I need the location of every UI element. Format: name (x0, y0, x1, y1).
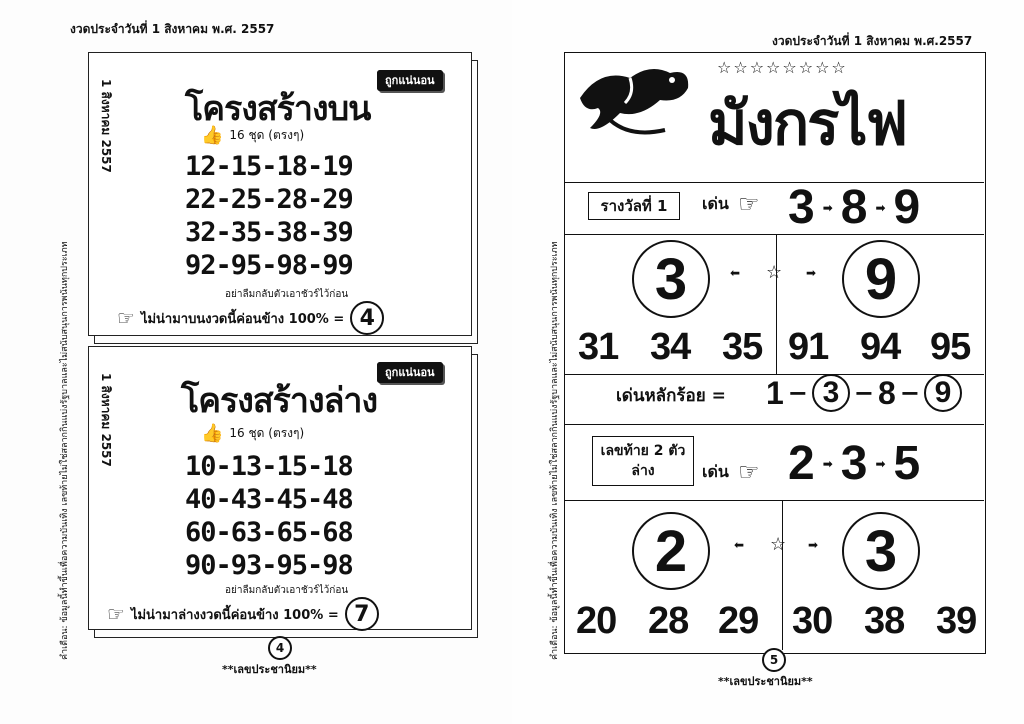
divider (564, 424, 984, 425)
section-title: โครงสร้างบน (185, 89, 371, 129)
right-side-disclaimer: คำเตือน: ข้อมูลนี้ทำขึ้นเพื่อความบันเทิง เลขท้ายไม่ใช่สลากกินแบ่งรัฐบาลและไม่สนับสนุนการพนันทุกประเภท (550, 241, 560, 660)
pointing-hand-icon: ☞ (738, 190, 760, 218)
hundreds-label: เด่นหลักร้อย = (616, 386, 726, 406)
pair-number: 39 (936, 600, 977, 642)
divider (564, 182, 984, 183)
big-digit-circle: 2 (632, 512, 710, 590)
digit-circle: 4 (350, 301, 384, 335)
number-row: 90-93-95-98 (185, 550, 353, 581)
star-rating: ☆☆☆☆☆☆☆☆ (717, 58, 848, 77)
footer-text: **เลขประชานิยม** (222, 663, 317, 676)
sets-count: 16 ชุด (ตรงๆ) (229, 128, 305, 142)
arrow-right-icon: ➡ (808, 538, 819, 552)
big-digit-circle: 3 (632, 240, 710, 318)
side-date: 1 สิงหาคม 2557 (99, 79, 113, 173)
digit-circle: 7 (345, 597, 379, 631)
reminder-text: อย่าลืมกลับตัวเอาชัวร์ไว้ก่อน (225, 289, 349, 300)
divider (782, 500, 783, 650)
pair-number: 38 (864, 600, 905, 642)
thumbs-up-icon: 👍 (201, 423, 224, 444)
arrow-left-icon: ⬅ (730, 266, 741, 280)
number-row: 92-95-98-99 (185, 250, 353, 281)
pair-number: 30 (792, 600, 833, 642)
arrow-left-icon: ⬅ (734, 538, 745, 552)
big-digit-circle: 3 (842, 512, 920, 590)
number-row: 60-63-65-68 (185, 517, 353, 548)
footer-text: **เลขประชานิยม** (718, 675, 813, 688)
pair-number: 28 (648, 600, 689, 642)
number-row: 40-43-45-48 (185, 484, 353, 515)
section-top-structure (88, 52, 472, 336)
hundreds-digit: 1 (766, 374, 784, 411)
sets-count: 16 ชุด (ตรงๆ) (229, 426, 305, 440)
pointing-hand-icon: ☞ (738, 458, 760, 486)
page-number: 4 (268, 636, 292, 660)
number-row: 32-35-38-39 (185, 217, 353, 248)
arrow-right-icon: ➡ (822, 200, 833, 215)
prize1-label: รางวัลที่ 1 (588, 192, 680, 220)
pointing-hand-icon: ☞ (117, 306, 135, 330)
pair-number: 95 (930, 326, 971, 368)
last2-label (592, 436, 694, 486)
lead-digit: 8 (840, 181, 868, 234)
lead-digit: 3 (840, 437, 868, 490)
pair-number: 29 (718, 600, 759, 642)
number-row: 10-13-15-18 (185, 451, 353, 482)
thumbs-up-icon: 👍 (201, 125, 224, 146)
reminder-text: อย่าลืมกลับตัวเอาชัวร์ไว้ก่อน (225, 585, 349, 596)
note-text: ไม่น่ามาล่างงวดนี้ค่อนข้าง 100% = (130, 607, 339, 623)
arrow-right-icon: ➡ (875, 200, 886, 215)
lead-digit: 3 (788, 181, 815, 234)
section-bottom-structure (88, 346, 472, 630)
side-date: 1 สิงหาคม 2557 (99, 373, 113, 467)
lead-digit: 2 (788, 437, 815, 490)
page-number: 5 (762, 648, 786, 672)
dragon-icon (570, 58, 700, 148)
arrow-right-icon: ➡ (806, 266, 817, 280)
big-digit-circle: 9 (842, 240, 920, 318)
pointing-hand-icon: ☞ (107, 602, 125, 626)
note-text: ไม่น่ามาบนงวดนี้ค่อนข้าง 100% = (140, 311, 345, 327)
left-side-disclaimer: คำเตือน: ข้อมูลนี้ทำขึ้นเพื่อความบันเทิง เลขท้ายไม่ใช่สลากกินแบ่งรัฐบาลและไม่สนับสนุนการพนันทุกประเภท (60, 241, 70, 660)
arrow-right-icon: ➡ (875, 456, 886, 471)
right-page: งวดประจำวันที่ 1 สิงหาคม พ.ศ.2557 คำเตือน: ข้อมูลนี้ทำขึ้นเพื่อความบันเทิง เลขท้ายไม่ใช่สลากกินแบ่งรัฐบาลและไม่สนับสนุนการพนันทุกประเภท ☆☆☆☆☆☆☆☆ มังกรไฟ รางวัลที่ 1 เด่น ☞ 3 ➡ 8 ➡ 9 3 ⬅ ☆ ➡ 9 31 34 35 91 94 95 เด่นหลักร้อย = 1 − 3 − 8 − 9 เลขท้าย 2 ตัว ล่าง เด่น ☞ 2 ➡ 3 ➡ 5 2 ⬅ ☆ ➡ 3 20 28 29 30 38 39 5 **เลขประชานิยม** (512, 0, 1024, 724)
hundreds-digit: 3 (812, 374, 850, 412)
divider (564, 500, 984, 501)
pair-number: 31 (578, 326, 619, 368)
last2-label-line2: ล่าง (631, 463, 655, 479)
lead-digit: 5 (893, 437, 921, 490)
lead-digit: 9 (893, 181, 921, 234)
last2-label-line1: เลขท้าย 2 ตัว (600, 443, 686, 459)
lead-label: เด่น (702, 194, 729, 213)
divider (564, 234, 984, 235)
number-row: 22-25-28-29 (185, 184, 353, 215)
star-icon: ☆ (770, 534, 787, 555)
lead-label: เด่น (702, 462, 729, 481)
hundreds-digit: 9 (924, 374, 962, 412)
pair-number: 94 (860, 326, 901, 368)
left-header: งวดประจำวันที่ 1 สิงหาคม พ.ศ. 2557 (70, 22, 275, 36)
sure-tag: ถูกแน่นอน (377, 362, 443, 383)
pair-number: 91 (788, 326, 829, 368)
sure-tag: ถูกแน่นอน (377, 70, 443, 91)
number-row: 12-15-18-19 (185, 151, 353, 182)
pair-number: 34 (650, 326, 691, 368)
pair-number: 35 (722, 326, 763, 368)
section-title: โครงสร้างล่าง (181, 381, 378, 421)
hundreds-digit: 8 (878, 374, 896, 411)
arrow-right-icon: ➡ (822, 456, 833, 471)
right-header: งวดประจำวันที่ 1 สิงหาคม พ.ศ.2557 (772, 34, 973, 48)
divider (776, 234, 777, 374)
brand-title: มังกรไฟ (708, 89, 907, 159)
pair-number: 20 (576, 600, 617, 642)
star-icon: ☆ (766, 262, 783, 283)
